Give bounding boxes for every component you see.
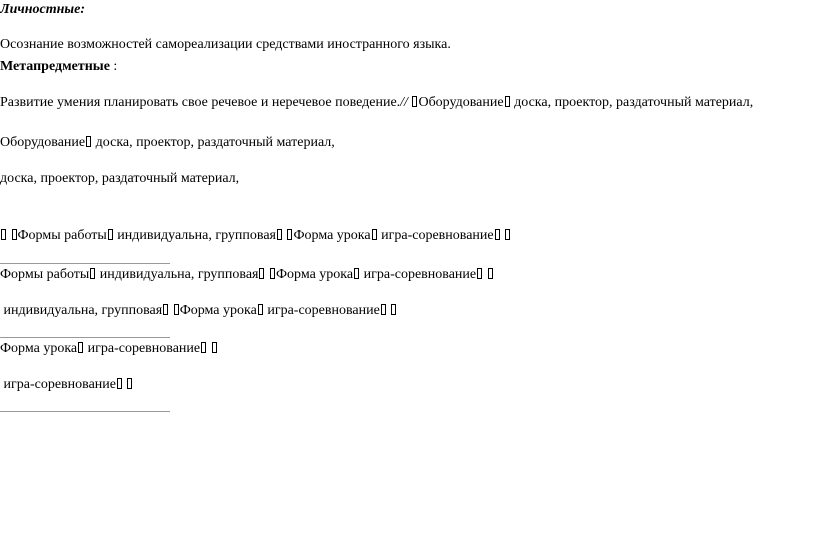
- meta-equipment-label: Оборудование: [418, 95, 504, 110]
- forms-line-4: [0, 341, 218, 357]
- forms-line-1: [0, 228, 511, 244]
- meta-text: Развитие умения планировать свое речевое и неречевое поведение.: [0, 95, 401, 110]
- placeholder-glyph-icon: [174, 304, 179, 315]
- equipment-items-line: [0, 171, 239, 187]
- personal-heading: [0, 2, 85, 18]
- placeholder-glyph-icon: [201, 342, 206, 353]
- placeholder-glyph-icon: [372, 229, 377, 240]
- equipment-label: Оборудование: [0, 135, 86, 150]
- meta-text-line: [0, 95, 753, 111]
- forms4-lesson-value: игра-соревнование: [87, 341, 201, 356]
- forms-line-5: [0, 377, 133, 393]
- forms-line-3: [0, 303, 397, 319]
- placeholder-glyph-icon: [488, 268, 493, 279]
- divider: [0, 263, 170, 264]
- placeholder-glyph-icon: [163, 304, 168, 315]
- placeholder-glyph-icon: [391, 304, 396, 315]
- placeholder-glyph-icon: [117, 378, 122, 389]
- placeholder-glyph-icon: [381, 304, 386, 315]
- placeholder-glyph-icon: [412, 96, 417, 107]
- forms-lesson-label: Форма урока: [293, 228, 371, 243]
- placeholder-glyph-icon: [270, 268, 275, 279]
- forms2-lesson-value: игра-соревнование: [363, 267, 477, 282]
- placeholder-glyph-icon: [1, 229, 6, 240]
- divider: [0, 337, 170, 338]
- placeholder-glyph-icon: [108, 229, 113, 240]
- placeholder-glyph-icon: [86, 136, 91, 147]
- meta-heading: Метапредметные: [0, 59, 110, 74]
- placeholder-glyph-icon: [287, 229, 292, 240]
- forms4-lesson-label: Форма урока: [0, 341, 78, 356]
- forms3-work-value: индивидуальна, групповая: [3, 303, 163, 318]
- forms3-lesson-label: Форма урока: [179, 303, 257, 318]
- forms-line-2: [0, 267, 494, 283]
- meta-equipment-items: доска, проектор, раздаточный материал,: [514, 95, 754, 110]
- equipment-items-repeat: доска, проектор, раздаточный материал,: [0, 171, 240, 186]
- placeholder-glyph-icon: [258, 304, 263, 315]
- forms-lesson-value: игра-соревнование: [381, 228, 494, 243]
- placeholder-glyph-icon: [505, 96, 510, 107]
- meta-heading-colon: :: [109, 59, 118, 74]
- equipment-line: [0, 135, 335, 151]
- forms2-work-label: Формы работы: [0, 267, 90, 282]
- divider: [0, 411, 170, 412]
- forms3-lesson-value: игра-соревнование: [267, 303, 380, 318]
- placeholder-glyph-icon: [477, 268, 482, 279]
- forms2-lesson-label: Форма урока: [275, 267, 354, 282]
- placeholder-glyph-icon: [259, 268, 264, 279]
- placeholder-glyph-icon: [90, 268, 95, 279]
- personal-text: [0, 37, 451, 53]
- personal-text-content: Осознание возможностей самореализации средствами иностранного языка.: [0, 37, 451, 52]
- placeholder-glyph-icon: [212, 342, 217, 353]
- meta-heading-line: [0, 59, 117, 75]
- placeholder-glyph-icon: [505, 229, 510, 240]
- personal-heading-text: Личностные:: [0, 2, 85, 17]
- placeholder-glyph-icon: [354, 268, 359, 279]
- placeholder-glyph-icon: [127, 378, 132, 389]
- placeholder-glyph-icon: [495, 229, 500, 240]
- forms2-work-value: индивидуальна, групповая: [99, 267, 259, 282]
- forms5-lesson-value: игра-соревнование: [3, 377, 116, 392]
- placeholder-glyph-icon: [78, 342, 83, 353]
- placeholder-glyph-icon: [277, 229, 282, 240]
- forms-work-label: Формы работы: [17, 228, 107, 243]
- meta-slashes: //: [400, 95, 408, 110]
- forms-work-value: индивидуальна, групповая: [117, 228, 276, 243]
- placeholder-glyph-icon: [12, 229, 17, 240]
- equipment-items: доска, проектор, раздаточный материал,: [95, 135, 335, 150]
